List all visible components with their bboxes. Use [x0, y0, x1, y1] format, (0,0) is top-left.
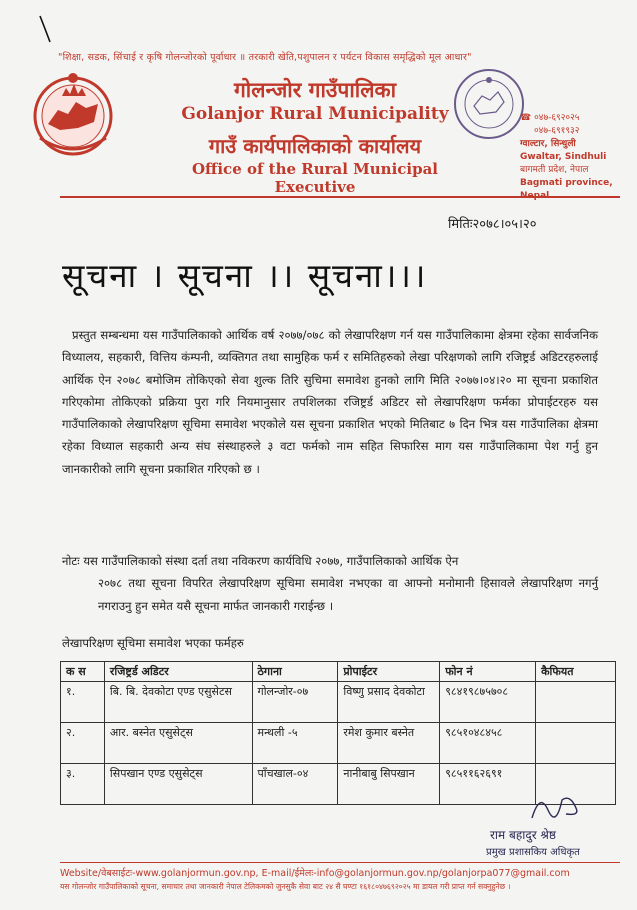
- signature-scribble-icon: [526, 790, 586, 824]
- signatory-title: प्रमुख प्रशासकिय अधिकृत: [486, 847, 580, 858]
- phone-icon: ☎: [520, 113, 532, 123]
- office-name-np: गाउँ कार्यपालिकाको कार्यालय: [208, 134, 422, 158]
- address-en-2: Bagmati province,: [520, 178, 613, 188]
- municipality-name-np: गोलन्जोर गाउँपालिका: [233, 78, 397, 102]
- address-en-1: Gwaltar, Sindhuli: [520, 152, 607, 162]
- col-header-address: ठेगाना: [252, 662, 338, 682]
- table-row: [61, 723, 616, 764]
- col-header-sn: क स: [61, 662, 105, 682]
- cell-phone: ९८४१९८७५७०८: [440, 682, 536, 723]
- address-np-1: ग्वाल्टार, सिन्धुली: [520, 139, 576, 149]
- table-row: [61, 682, 616, 723]
- footer-divider: [60, 862, 620, 863]
- auditor-table: [60, 661, 616, 805]
- signatory-name: राम बहादुर श्रेष्ठ: [490, 828, 556, 842]
- signature-block: [486, 790, 626, 862]
- office-name-en: Office of the Rural Municipal Executive: [191, 160, 439, 196]
- cell-proprietor: नानीबाबु सिपखान: [338, 764, 440, 805]
- cell-sn: २.: [61, 723, 105, 764]
- cell-sn: १.: [61, 682, 105, 723]
- col-header-phone: फोन नं: [440, 662, 536, 682]
- cell-proprietor: विष्णु प्रसाद देवकोटा: [338, 682, 440, 723]
- nepal-map-emblem-icon: [32, 68, 114, 160]
- cell-remarks: [536, 723, 616, 764]
- table-header-row: [61, 662, 616, 682]
- phone-2: ०४७-६९१९३२: [534, 126, 580, 136]
- cell-address: गोलन्जोर-०७: [252, 682, 338, 723]
- footer-contact: Website/वेबसाईटः-www.golanjormun.gov.np, E-mail/ईमेलः-info@golanjormun.gov.np/golanjorpa077@gmail.com: [60, 868, 570, 879]
- cell-auditor: सिपखान एण्ड एसुसेट्स: [104, 764, 252, 805]
- cell-address: पाँचखाल-०४: [252, 764, 338, 805]
- cell-sn: ३.: [61, 764, 105, 805]
- letterhead-divider: [60, 196, 620, 198]
- cell-address: मन्थली -५: [252, 723, 338, 764]
- cell-auditor: आर. बस्नेत एसुसेट्स: [104, 723, 252, 764]
- pen-mark-icon: [36, 14, 56, 44]
- letterhead-motto: "शिक्षा, सडक, सिंचाई र कृषि गोलन्जोरको पूर्वाधार ॥ तरकारी खेति,पशुपालन र पर्यटन विकास समृद्धिको मूल आधार": [58, 52, 472, 63]
- notice-note: [62, 550, 598, 617]
- cell-phone: ९८५१०४८४५८: [440, 723, 536, 764]
- address-np-2: बागमती प्रदेश, नेपाल: [520, 165, 589, 175]
- col-header-auditor: रजिष्ट्रर्ड अडिटर: [104, 662, 252, 682]
- cell-proprietor: रमेश कुमार बस्नेत: [338, 723, 440, 764]
- notice-body: [62, 324, 598, 480]
- municipality-name-en: Golanjor Rural Municipality: [181, 104, 449, 124]
- cell-phone: ९८५११६२६९१: [440, 764, 536, 805]
- notice-body-paragraph: प्रस्तुत सम्बन्धमा यस गाउँपालिकाको आर्थिक वर्ष २०७७/०७८ को लेखापरिक्षण गर्न यस गाउँपालिकामा क्षेत्रमा रहेका सार्वजनिक विध्यालय, सहकारी, वित्तिय कंम्पनी, व्यक्तिगत तथा सामुहिक फर्म र समितिहरुको लेखा परिक्षणको लागि रजिष्ट्रर्ड अडिटरहरुलाई आर्थिक ऐन २०७८ बमोजिम तोकिएको सेवा शुल्क तिरि सुचिमा समावेश हुनको लागि मिति २०७७।०४।२० मा सूचना प्रकाशित गरिएकोमा तोकिएको प्रक्रिया पुरा गरि नियमानुसार तपशिलका रजिष्ट्रर्ड अडिटर सो लेखापरिक्षण फर्मका प्रोपाईटरहरु यस गाउँपालिकाको लेखापरिक्षण सूचिमा समावेश भएकोले यस सूचना प्रकाशित भएको मितिबाट ७ दिन भित्र यस गाउँपालिका क्षेत्रमा रहेका विध्याल सहकारी अन्य संघ संस्थाहरुले ३ वटा फर्मको नाम सहित सिफारिस माग यस गाउँपालिकामा पेश गर्नु हुन जानकारीको लागि सूचना प्रकाशित गरिएको छ ।: [62, 328, 598, 476]
- footer-service-note: यस गोलन्जोर गाउँपालिकाको सूचना, समाचार तथा जानकारी नेपाल टेलिकमको जुनसुकै सेवा बाट २४ सै घण्टा १६१८०४७६९२०२५ मा डायल गरी प्राप्त गर्न सक्नुहुनेछ ।: [60, 882, 511, 891]
- table-title: लेखापरिक्षण सूचिमा समावेश भएका फर्महरु: [62, 636, 244, 650]
- note-line-2: २०७८ तथा सूचना विपरित लेखापरिक्षण सूचिमा समावेश नभएका वा आफ्नो मनोमानी हिसावले लेखापरिक्षण नगर्नु नगराउनु हुन समेत यसै सूचना मार्फत जानकारी गराईन्छ ।: [98, 576, 598, 613]
- note-label: नोटः: [62, 554, 80, 568]
- office-seal-icon: [452, 66, 526, 142]
- cell-auditor: बि. बि. देवकोटा एण्ड एसुसेटस: [104, 682, 252, 723]
- note-line-1: यस गाउँपालिकाको संस्था दर्ता तथा नविकरण कार्यविधि २०७७, गाउँपालिकाको आर्थिक ऐन: [83, 554, 459, 568]
- notice-date: मितिः२०७८।०५।२०: [448, 217, 537, 232]
- notice-heading: सूचना । सूचना ।। सूचना।।।: [62, 256, 428, 295]
- col-header-proprietor: प्रोपाईटर: [338, 662, 440, 682]
- cell-remarks: [536, 682, 616, 723]
- col-header-remarks: कैफियत: [536, 662, 616, 682]
- phone-1: ०४७-६९२०२५: [534, 113, 580, 123]
- contact-block: [520, 112, 630, 203]
